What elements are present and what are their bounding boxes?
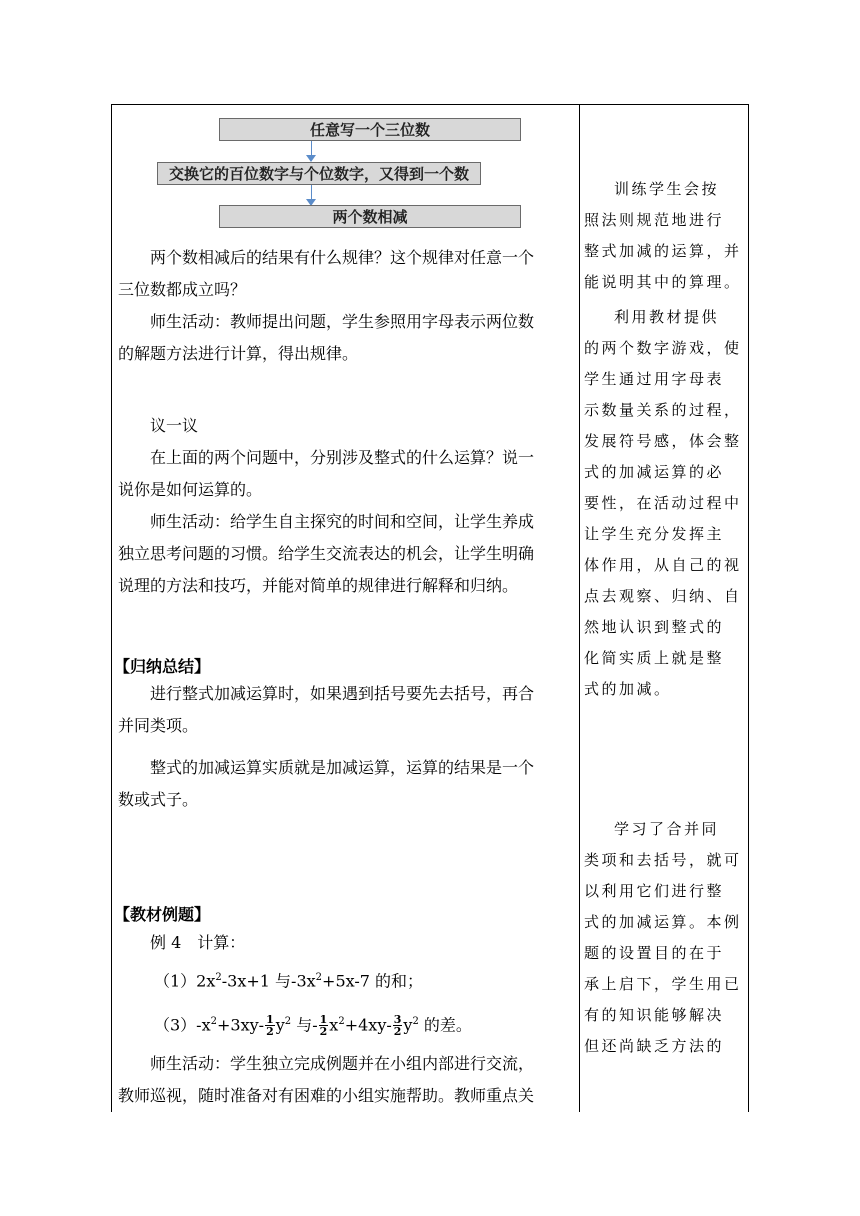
fraction-one-half: $\frac{1}{2}$	[266, 1013, 274, 1039]
fraction-three-halves: $\frac{3}{2}$	[393, 1013, 402, 1039]
example-heading: 【教材例题】	[114, 905, 211, 924]
flowchart-step-2: 交换它的百位数字与个位数字，又得到一个数	[157, 162, 481, 185]
fraction-one-half-2: $\frac{1}{2}$	[319, 1013, 328, 1039]
activity-paragraph-3: 师生活动：学生独立完成例题并在小组内部进行交流， 教师巡视，随时准备对有困难的小组实施帮助。教师重点关	[118, 1054, 535, 1105]
flowchart-arrowhead-1	[306, 155, 316, 162]
example-title: 例 4 计算：	[150, 933, 246, 952]
summary-paragraph-2: 整式的加减运算实质就是加减运算，运算的结果是一个 数或式子。	[118, 758, 535, 809]
note-training: 训练学生会按 照法则规范地进行 整式加减的运算，并 能说明其中的算理。	[584, 180, 742, 291]
column-divider	[579, 104, 580, 1112]
note-number-game: 利用教材提供 的两个数字游戏，使 学生通过用字母表 示数量关系的过程， 发展符号感，体会整 式的加减运算的必 要性，在活动过程中 让学生充分发挥主 体作用，从自己的视 点去观察、归纳、自 然地认识到整式的 化简实质上就是整 式的加减。	[584, 308, 742, 698]
activity-paragraph-2: 师生活动：给学生自主探究的时间和空间，让学生养成 独立思考问题的习惯。给学生交流表达的机会，让学生明确 说理的方法和技巧，并能对简单的规律进行解释和归纳。	[118, 512, 535, 595]
summary-paragraph-1: 进行整式加减运算时，如果遇到括号要先去括号，再合 并同类项。	[118, 684, 535, 735]
activity-paragraph-1: 师生活动：教师提出问题，学生参照用字母表示两位数 的解题方法进行计算，得出规律。	[118, 312, 535, 363]
discuss-title: 议一议	[150, 416, 199, 435]
flowchart-step-3: 两个数相减	[219, 205, 521, 228]
example-problem-3: $(3)-x^2+3xy-$ $\frac{1}{2}$ $y^2$ 与- $\frac{1}{2}$ $x^2+4xy-$ $\frac{3}{2}$ $y^2$ 的差。	[154, 1013, 472, 1039]
flowchart-step-1: 任意写一个三位数	[219, 118, 521, 141]
summary-heading: 【归纳总结】	[114, 657, 211, 676]
question-paragraph: 两个数相减后的结果有什么规律？这个规律对任意一个 三位数都成立吗？	[118, 248, 535, 299]
example-problem-1: $(1)2x^2-3x+1$ 与$-3x^2+5x-7$ 的和；	[154, 971, 424, 991]
discuss-paragraph: 在上面的两个问题中，分别涉及整式的什么运算？说一 说你是如何运算的。	[118, 448, 535, 499]
note-example: 学习了合并同 类项和去括号，就可 以利用它们进行整 式的加减运算。本例 题的设置目的在于 承上启下，学生用已 有的知识能够解决 但还尚缺乏方法的	[584, 820, 742, 1055]
